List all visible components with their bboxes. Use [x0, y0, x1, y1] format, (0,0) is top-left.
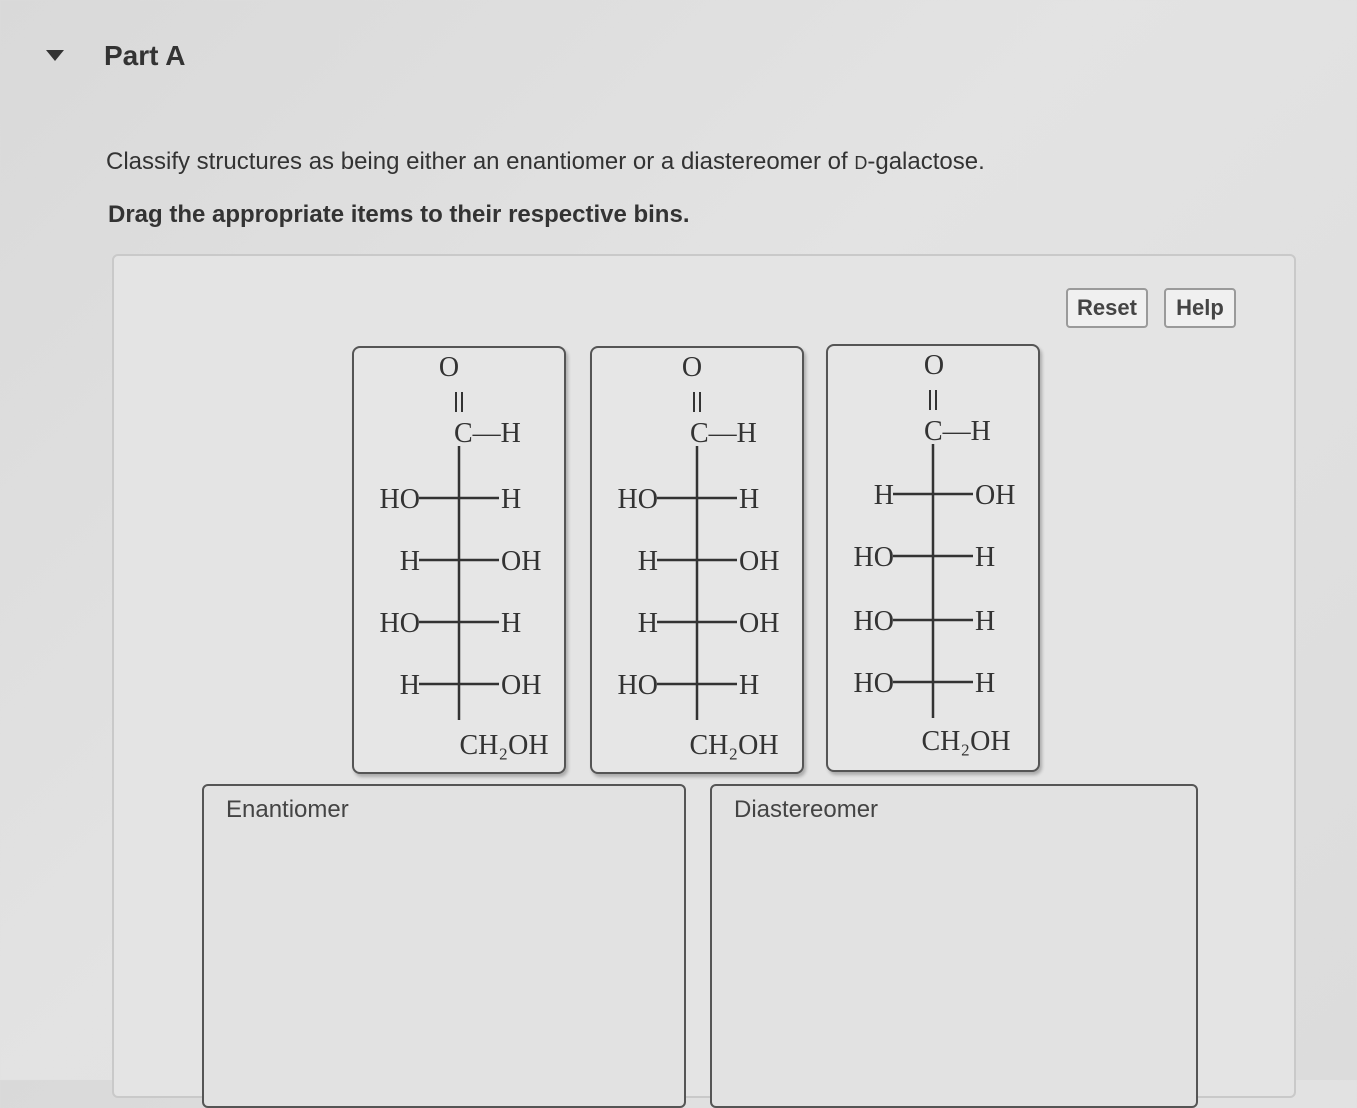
diastereomer-bin-label: Diastereomer: [734, 796, 879, 823]
row-4-left: HO: [617, 670, 658, 701]
question-text: [106, 148, 985, 176]
row-1-left: HO: [379, 484, 420, 515]
row-1-left: HO: [617, 484, 658, 515]
row-2-right: H: [975, 542, 996, 573]
ch2oh-group: CH₂OH: [689, 730, 779, 761]
row-4-left: HO: [853, 668, 894, 699]
aldehyde-group: C—H: [454, 418, 521, 449]
aldehyde-oxygen: O: [923, 350, 945, 381]
aldehyde-oxygen: O: [681, 352, 703, 383]
row-3-right: H: [975, 606, 996, 637]
reset-button[interactable]: Reset: [1066, 288, 1148, 328]
aldehyde-oxygen: O: [438, 352, 460, 383]
help-button[interactable]: Help: [1164, 288, 1236, 328]
d-prefix: D: [854, 153, 868, 173]
enantiomer-bin[interactable]: [202, 784, 686, 1108]
fischer-projection-2: [592, 348, 802, 772]
row-2-left: H: [637, 546, 658, 577]
structure-card-2[interactable]: [590, 346, 804, 774]
question-text-start: Classify structures as being either an enantiomer or a diastereomer of: [106, 148, 855, 175]
structure-card-1[interactable]: [352, 346, 566, 774]
row-2-right: OH: [739, 546, 780, 577]
row-2-left: H: [399, 546, 420, 577]
aldehyde-group: C—H: [690, 418, 757, 449]
enantiomer-bin-label: Enantiomer: [226, 796, 349, 823]
row-4-right: OH: [501, 670, 542, 701]
row-1-right: H: [739, 484, 760, 515]
aldehyde-group: C—H: [924, 416, 991, 447]
row-3-right: H: [501, 608, 522, 639]
row-2-right: OH: [501, 546, 542, 577]
row-4-left: H: [399, 670, 420, 701]
row-1-left: H: [873, 480, 894, 511]
row-4-right: H: [975, 668, 996, 699]
fischer-projection-3: [828, 346, 1038, 770]
collapse-toggle-icon[interactable]: [46, 50, 64, 61]
diastereomer-bin[interactable]: [710, 784, 1198, 1108]
drag-instruction: Drag the appropriate items to their respective bins.: [108, 201, 690, 228]
fischer-projection-1: [354, 348, 564, 772]
row-3-right: OH: [739, 608, 780, 639]
row-3-left: H: [637, 608, 658, 639]
row-3-left: HO: [379, 608, 420, 639]
row-1-right: H: [501, 484, 522, 515]
ch2oh-group: CH₂OH: [459, 730, 549, 761]
row-2-left: HO: [853, 542, 894, 573]
row-4-right: H: [739, 670, 760, 701]
ch2oh-group: CH₂OH: [921, 726, 1011, 757]
question-text-end: -galactose.: [867, 148, 985, 175]
row-3-left: HO: [853, 606, 894, 637]
row-1-right: OH: [975, 480, 1016, 511]
structure-card-3[interactable]: [826, 344, 1040, 772]
part-title: Part A: [104, 40, 186, 71]
